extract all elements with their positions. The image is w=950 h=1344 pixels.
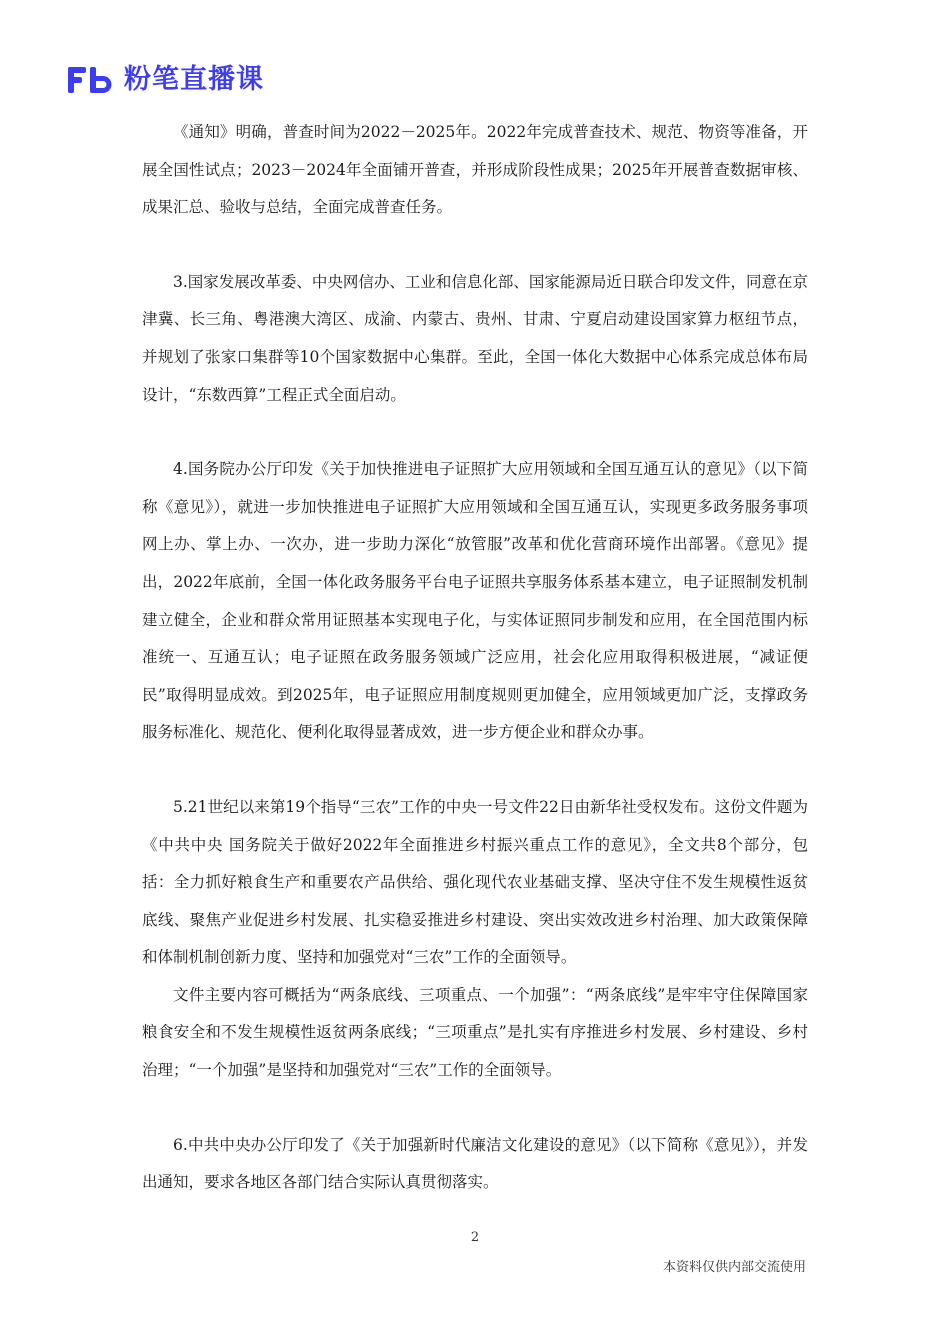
- paragraph-spacer: [142, 1090, 808, 1127]
- document-body: [142, 114, 808, 1202]
- page-number: 2: [470, 1230, 480, 1245]
- fenbi-logo-icon: [66, 64, 118, 96]
- paragraph-spacer: [142, 227, 808, 264]
- footer-note: 本资料仅供内部交流使用: [662, 1260, 806, 1275]
- paragraph-item-5: 5.21世纪以来第19个指导“三农”工作的中央一号文件22日由新华社受权发布。这份文件题为《中共中央 国务院关于做好2022年全面推进乡村振兴重点工作的意见》，全文共8个部分，包括：全力抓好粮食生产和重要农产品供给、强化现代农业基础支撑、坚决守住不发生规模性返贫底线、聚焦产业促进乡村发展、扎实稳妥推进乡村建设、突出实效改进乡村治理、加大政策保障和体制机制创新力度、坚持和加强党对“三农”工作的全面领导。: [142, 797, 808, 967]
- logo-text: 粉笔直播课: [124, 64, 264, 95]
- paragraph-item-6: 6.中共中央办公厅印发了《关于加强新时代廉洁文化建设的意见》（以下简称《意见》），并发出通知，要求各地区各部门结合实际认真贯彻落实。: [142, 1135, 808, 1192]
- paragraph-census-schedule: 《通知》明确，普查时间为2022－2025年。2022年完成普查技术、规范、物资等准备，开展全国性试点；2023－2024年全面铺开普查，并形成阶段性成果；2025年开展普查数据审核、成果汇总、验收与总结，全面完成普查任务。: [142, 123, 808, 217]
- brand-logo: [66, 62, 264, 98]
- paragraph-spacer: [142, 752, 808, 789]
- paragraph-spacer: [142, 414, 808, 451]
- paragraph-item-5-summary: 文件主要内容可概括为“两条底线、三项重点、一个加强”：“两条底线”是牢牢守住保障国家粮食安全和不发生规模性返贫两条底线；“三项重点”是扎实有序推进乡村发展、乡村建设、乡村治理；“一个加强”是坚持和加强党对“三农”工作的全面领导。: [142, 985, 808, 1080]
- paragraph-item-3: 3.国家发展改革委、中央网信办、工业和信息化部、国家能源局近日联合印发文件，同意在京津冀、长三角、粤港澳大湾区、成渝、内蒙古、贵州、甘肃、宁夏启动建设国家算力枢纽节点，并规划了张家口集群等10个国家数据中心集群。至此，全国一体化大数据中心体系完成总体布局设计，“东数西算”工程正式全面启动。: [142, 272, 808, 404]
- paragraph-item-4: 4.国务院办公厅印发《关于加快推进电子证照扩大应用领域和全国互通互认的意见》（以下简称《意见》），就进一步加快推进电子证照扩大应用领域和全国互通互认，实现更多政务服务事项网上办、掌上办、一次办，进一步助力深化“放管服”改革和优化营商环境作出部署。《意见》提出，2022年底前，全国一体化政务服务平台电子证照共享服务体系基本建立，电子证照制发机制建立健全，企业和群众常用证照基本实现电子化，与实体证照同步制发和应用，在全国范围内标准统一、互通互认；电子证照在政务服务领域广泛应用，社会化应用取得积极进展，“减证便民”取得明显成效。到2025年，电子证照应用制度规则更加健全，应用领域更加广泛，支撑政务服务标准化、规范化、便利化取得显著成效，进一步方便企业和群众办事。: [142, 460, 808, 742]
